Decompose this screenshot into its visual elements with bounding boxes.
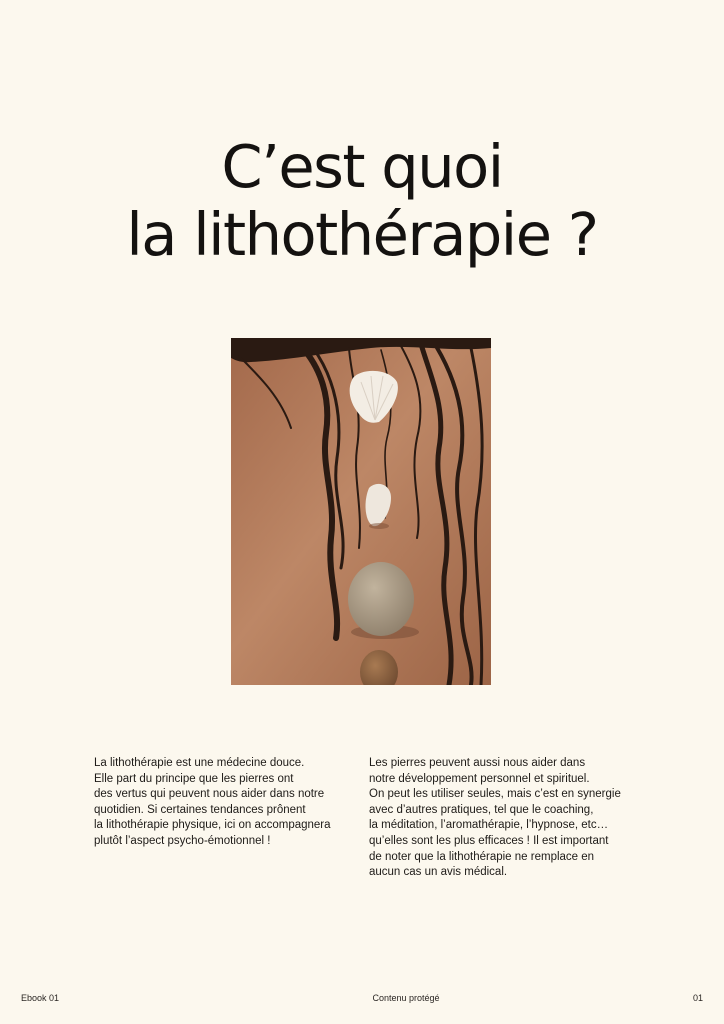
title-line-2: la lithothérapie ? [126, 200, 598, 269]
paragraph-line: Elle part du principe que les pierres ont [94, 772, 294, 785]
title-line-1: C’est quoi [221, 132, 503, 201]
paragraph-line: la lithothérapie physique, ici on accompagnera [94, 819, 331, 832]
paragraph-line: La lithothérapie est une médecine douce. [94, 757, 305, 769]
paragraph-line: plutôt l’aspect psycho-émotionnel ! [94, 834, 271, 847]
paragraph-line: Les pierres peuvent aussi nous aider dans [369, 757, 586, 769]
footer-protected-notice: Contenu protégé [372, 993, 440, 1003]
paragraph-line: qu’elles sont les plus efficaces ! Il est important [369, 834, 609, 847]
paragraph-line: quotidien. Si certaines tendances prônent [94, 803, 306, 816]
footer-page-number: 01 [692, 993, 703, 1003]
paragraph-line: notre développement personnel et spirituel. [369, 772, 590, 785]
footer-ebook-label: Ebook 01 [21, 993, 60, 1003]
stones-on-back-photo [231, 338, 491, 685]
intro-text-left [94, 756, 356, 850]
paragraph-line: des vertus qui peuvent nous aider dans notre [94, 788, 325, 801]
intro-text-right [369, 756, 637, 881]
paragraph-line: avec d’autres pratiques, tel que le coaching, [369, 803, 594, 816]
paragraph-line: aucun cas un avis médical. [369, 866, 508, 879]
page-title [0, 133, 724, 269]
paragraph-line: On peut les utiliser seules, mais c’est en synergie [369, 788, 621, 801]
paragraph-line: de noter que la lithothérapie ne remplace en [369, 850, 595, 863]
paragraph-line: la méditation, l’aromathérapie, l’hypnose, etc… [369, 819, 609, 832]
